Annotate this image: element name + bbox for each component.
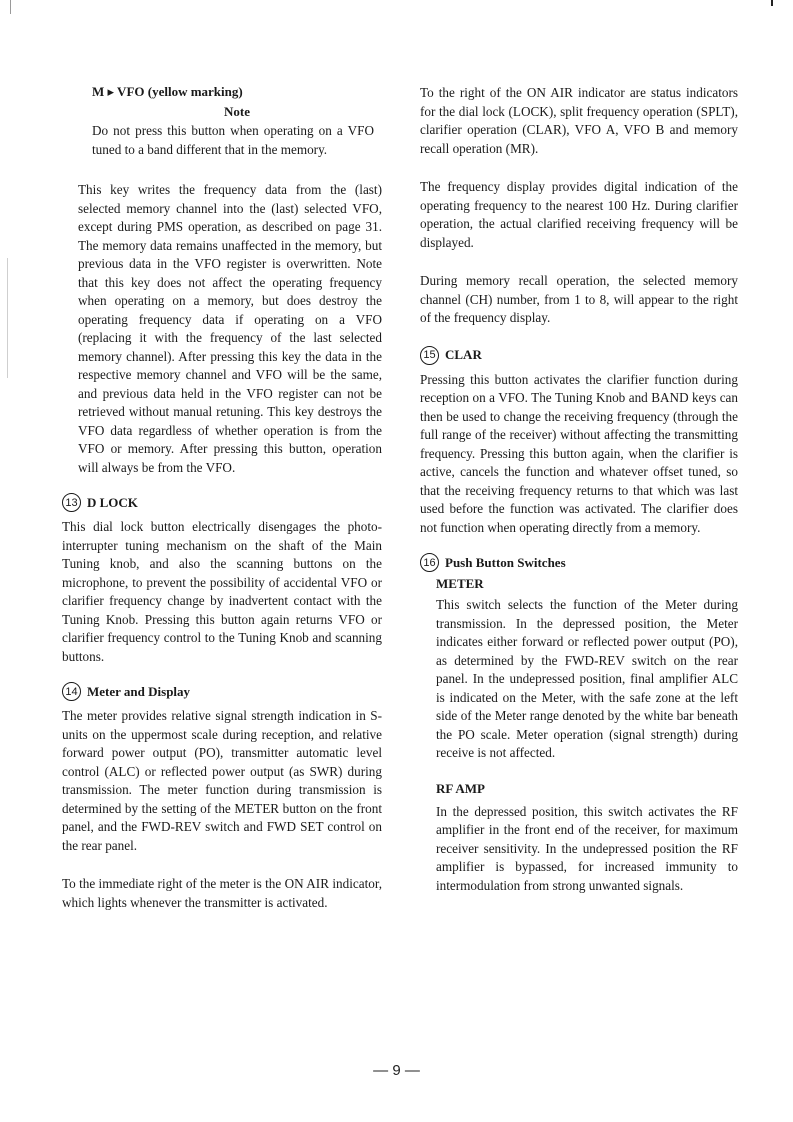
section-14-title: Meter and Display	[87, 683, 191, 699]
m-vfo-section	[62, 84, 382, 159]
section-15	[420, 346, 738, 538]
section-13-number: 13	[62, 493, 81, 512]
section-16-number: 16	[420, 553, 439, 572]
scan-mark-top-right	[771, 0, 773, 6]
section-13	[62, 493, 382, 666]
section-14-number: 14	[62, 682, 81, 701]
section-15-title: CLAR	[445, 347, 482, 362]
status-indicators-text: To the right of the ON AIR indicator are status indicators for the dial lock (LOCK), split frequency operation (SPLT), clarifier operation (CLAR), VFO A, VFO B and memory recall operation (MR).	[420, 85, 738, 156]
meter-title: METER	[436, 576, 484, 591]
section-16-title: Push Button Switches	[445, 554, 566, 570]
scan-mark-top-left	[10, 0, 11, 14]
section-14	[62, 682, 382, 912]
section-13-heading	[62, 493, 382, 512]
note-title: Note	[224, 104, 250, 119]
section-14-text: The meter provides relative signal strength indication in S-units on the uppermost scale during reception, and relative forward power output (PO), transmitter automatic level control (ALC) or reflected power output (as SWR) during transmission. The meter function during transmission is determined by the setting of the METER button on the front panel, and the FWD-REV switch and FWD SET control on the rear panel.	[62, 708, 382, 853]
section-16-heading	[420, 553, 738, 572]
left-column	[62, 84, 382, 912]
m-vfo-title: M ▸ VFO (yellow marking)	[92, 84, 243, 99]
section-14-text-2: To the immediate right of the meter is the ON AIR indicator, which lights whenever the transmitter is activated.	[62, 876, 382, 910]
rf-amp-subsection	[420, 781, 738, 896]
section-13-title: D LOCK	[87, 494, 138, 510]
section-15-text: Pressing this button activates the clarifier function during reception on a VFO. The Tuning Knob and BAND keys can then be used to change the receiving frequency (through the full range of the receiver) without affecting the transmitting frequency. Pressing this button again, when the clarifier is active, cancels the function and whatever offset tuned, so that the receiving frequency returns to that which was last used before the function was activated. The clarifier does not function when operating directly from a memory.	[420, 371, 738, 535]
section-14-heading	[62, 682, 382, 701]
right-column	[420, 84, 738, 895]
frequency-display-text: The frequency display provides digital indication of the operating frequency to the nearest 100 Hz. During clarifier operation, the actual clarified receiving frequency will be displayed.	[420, 179, 738, 250]
m-vfo-text: This key writes the frequency data from the (last) selected memory channel into the (last) selected VFO, except during PMS operation, as described on page 31. The memory data remains unaffected in the memory, but previous data in the VFO register is overwritten. Note that this key does not affect the operating frequency when operating on a memory, but does destroy the operating frequency data if operating on a VFO (replacing it with the frequency of the last selected memory channel). After pressing this key the data in the respective memory channel and VFO will be the same, and previous data held in the VFO register can not be retrieved without manual retuning. This key destroys the VFO data regardless of whether operation is from the VFO or memory. After pressing this button, operation will always be from the VFO.	[78, 182, 382, 475]
scan-mark-margin	[7, 258, 8, 378]
note-text: Do not press this button when operating on a VFO tuned to a band different that in the memory.	[92, 123, 374, 157]
meter-subsection	[420, 576, 738, 763]
rf-amp-title: RF AMP	[436, 780, 485, 796]
page-number: — 9 —	[373, 1062, 420, 1079]
meter-text: This switch selects the function of the Meter during transmission. In the depressed position, the Meter indicates either forward or reflected power output (PO), as determined by the FWD-REV switch on the rear panel. In the undepressed position, final amplifier ALC is indicated on the Meter, with the safe zone at the left side of the Meter range denoted by the white bar beneath the PO scale. Meter operation (signal strength) during receive is not affected.	[436, 597, 738, 760]
section-13-text: This dial lock button electrically disengages the photo-interrupter tuning mechanism on the shaft of the Main Tuning knob, and also the scanning buttons on the microphone, to prevent the possibility of accidental VFO or clarifier frequency change by inadvertent contact with the Tuning Knob. Pressing this button again returns VFO or clarifier frequency control to the Tuning Knob and scanning buttons.	[62, 519, 382, 664]
section-16	[420, 553, 738, 895]
section-15-heading	[420, 346, 738, 365]
memory-channel-text: During memory recall operation, the selected memory channel (CH) number, from 1 to 8, will appear to the right of the frequency display.	[420, 273, 738, 325]
rf-amp-text: In the depressed position, this switch activates the RF amplifier in the front end of the receiver, for maximum receiver sensitivity. In the undepressed position the RF amplifier is bypassed, for increased immunity to intermodulation from strong unwanted signals.	[436, 803, 738, 893]
section-15-number: 15	[420, 346, 439, 365]
